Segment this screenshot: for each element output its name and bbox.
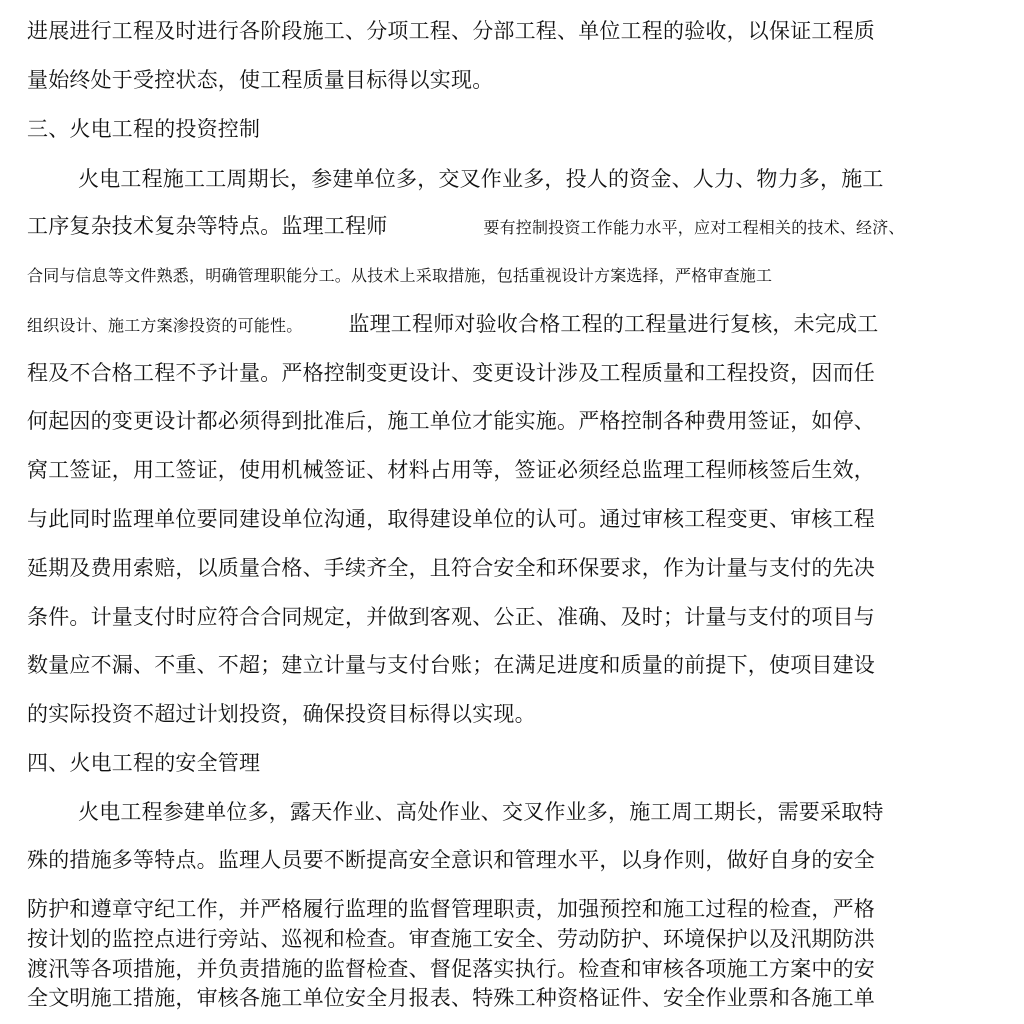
text-line: 何起因的变更设计都必须得到批准后，施工单位才能实施。严格控制各种费用签证，如停、 [27, 409, 875, 433]
text-fragment: 工序复杂技术复杂等特点。监理工程师 [27, 214, 388, 238]
text-line [27, 311, 878, 339]
section-heading: 三、火电工程的投资控制 [27, 117, 261, 141]
text-line: 量始终处于受控状态，使工程质量目标得以实现。 [27, 68, 494, 92]
text-line: 的实际投资不超过计划投资，确保投资目标得以实现。 [27, 702, 536, 726]
text-line [27, 213, 905, 241]
text-line: 程及不合格工程不予计量。严格控制变更设计、变更设计涉及工程质量和工程投资，因而任 [27, 361, 875, 385]
text-line: 与此同时监理单位要同建设单位沟通，取得建设单位的认可。通过审核工程变更、审核工程 [27, 507, 875, 531]
text-line: 火电工程施工工周期长，参建单位多，交叉作业多，投人的资金、人力、物力多，施工 [78, 167, 884, 191]
text-fragment: 组织设计、施工方案渗投资的可能性。 [27, 316, 303, 335]
text-line: 条件。计量支付时应符合合同规定，并做到客观、公正、准确、及时；计量与支付的项目与 [27, 605, 875, 629]
text-fragment: 要有控制投资工作能力水平，应对工程相关的技术、经济、 [483, 218, 905, 237]
text-line: 延期及费用索赔，以质量合格、手续齐全，且符合安全和环保要求，作为计量与支付的先决 [27, 556, 875, 580]
text-line: 窝工签证，用工签证，使用机械签证、材料占用等，签证必须经总监理工程师核签后生效， [27, 458, 875, 482]
text-line: 数量应不漏、不重、不超；建立计量与支付台账；在满足进度和质量的前提下，使项目建设 [27, 653, 875, 677]
text-fragment: 监理工程师对验收合格工程的工程量进行复核，未完成工 [348, 312, 879, 336]
text-line: 防护和遵章守纪工作，并严格履行监理的监督管理职责，加强预控和施工过程的检查，严格 [27, 897, 875, 921]
text-line: 进展进行工程及时进行各阶段施工、分项工程、分部工程、单位工程的验收，以保证工程质 [27, 19, 875, 43]
text-line: 全文明施工措施，审核各施工单位安全月报表、特殊工种资格证件、安全作业票和各施工单 [27, 986, 875, 1010]
text-line: 按计划的监控点进行旁站、巡视和检查。审查施工安全、劳动防护、环境保护以及汛期防洪 [27, 927, 875, 951]
text-line: 火电工程参建单位多，露天作业、高处作业、交叉作业多，施工周工期长，需要采取特 [78, 800, 884, 824]
text-line: 渡汛等各项措施，并负责措施的监督检查、督促落实执行。检查和审核各项施工方案中的安 [27, 957, 875, 981]
text-line: 合同与信息等文件熟悉，明确管理职能分工。从技术上采取措施，包括重视设计方案选择，严格审查施工 [27, 266, 773, 285]
text-line: 殊的措施多等特点。监理人员要不断提高安全意识和管理水平，以身作则，做好自身的安全 [27, 848, 875, 872]
section-heading: 四、火电工程的安全管理 [27, 751, 261, 775]
